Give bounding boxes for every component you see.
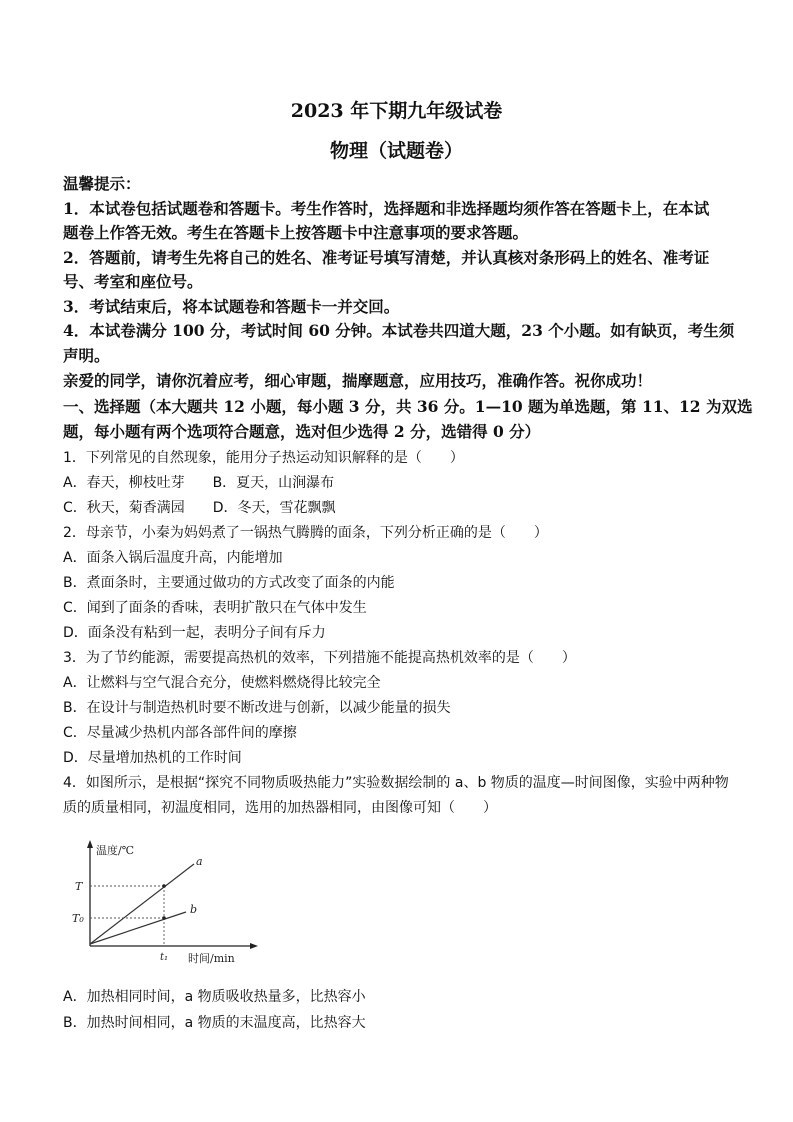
- notice-heading: 温馨提示：: [63, 174, 141, 193]
- question-line: D．面条没有粘到一起，表明分子间有斥力: [63, 625, 326, 641]
- question-line: 2．母亲节，小秦为妈妈煮了一锅热气腾腾的面条，下列分析正确的是（ ）: [63, 525, 548, 541]
- question-line: B．煮面条时，主要通过做功的方式改变了面条的内能: [63, 575, 395, 591]
- series-b-line: [90, 912, 186, 944]
- section-heading: 题，每小题有两个选项符合题意，选对但少选得 2 分，选错得 0 分）: [63, 422, 541, 441]
- notice-line: 3．考试结束后，将本试题卷和答题卡一并交回。: [63, 297, 400, 316]
- question-line: C．尽量减少热机内部各部件间的摩擦: [63, 725, 297, 741]
- point-a-t1: [162, 884, 166, 888]
- question-line: C．闻到了面条的香味，表明扩散只在气体中发生: [63, 600, 367, 616]
- y-axis-arrow: [87, 840, 93, 848]
- tick-t1: t₁: [160, 952, 169, 963]
- series-b-label: b: [190, 903, 198, 916]
- question-line: 质的质量相同，初温度相同，选用的加热器相同，由图像可知（ ）: [63, 800, 497, 816]
- x-axis-label: 时间/min: [188, 952, 235, 965]
- x-axis-arrow: [250, 943, 258, 949]
- question-line: 1．下列常见的自然现象，能用分子热运动知识解释的是（ ）: [63, 450, 464, 466]
- notice-line: 声明。: [63, 346, 110, 365]
- graph-svg: [66, 838, 276, 968]
- answer-option: B．加热时间相同，a 物质的末温度高，比热容大: [63, 1015, 366, 1031]
- answer-option: A．加热相同时间，a 物质吸收热量多，比热容小: [63, 989, 366, 1005]
- exam-subtitle: 物理（试题卷）: [329, 140, 463, 162]
- notice-line: 题卷上作答无效。考生在答题卡上按答题卡中注意事项的要求答题。: [63, 223, 529, 242]
- question-line: A．春天，柳枝吐芽 B．夏天，山涧瀑布: [63, 475, 335, 491]
- notice-line: 2．答题前，请考生先将自己的姓名、准考证号填写清楚，并认真核对条形码上的姓名、准考证: [63, 248, 710, 267]
- notice-line: 4．本试卷满分 100 分，考试时间 60 分钟。本试卷共四道大题，23 个小题。如有缺页，考生须: [63, 321, 735, 340]
- question-line: 4．如图所示，是根据“探究不同物质吸热能力”实验数据绘制的 a、b 物质的温度—时间图像，实验中两种物: [63, 775, 729, 791]
- point-b-t1: [162, 916, 166, 920]
- y-axis-label: 温度/℃: [96, 844, 135, 857]
- temperature-time-graph: [66, 838, 276, 968]
- question-line: D．尽量增加热机的工作时间: [63, 750, 242, 766]
- question-line: A．面条入锅后温度升高，内能增加: [63, 550, 283, 566]
- question-line: C．秋天，菊香满园 D．冬天，雪花飘飘: [63, 500, 336, 516]
- tick-T0: T₀: [72, 912, 84, 925]
- notice-line: 号、考室和座位号。: [63, 272, 203, 291]
- notice-line: 亲爱的同学，请你沉着应考，细心审题，揣摩题意，应用技巧，准确作答。祝你成功！: [63, 371, 653, 390]
- question-line: 3．为了节约能源，需要提高热机的效率，下列措施不能提高热机效率的是（ ）: [63, 650, 576, 666]
- tick-T: T: [75, 880, 83, 893]
- notice-line: 1．本试卷包括试题卷和答题卡。考生作答时，选择题和非选择题均须作答在答题卡上，在本试: [63, 199, 710, 218]
- series-a-label: a: [196, 855, 203, 868]
- question-line: B．在设计与制造热机时要不断改进与创新，以减少能量的损失: [63, 700, 451, 716]
- question-line: A．让燃料与空气混合充分，使燃料燃烧得比较完全: [63, 675, 381, 691]
- series-a-line: [90, 864, 194, 944]
- exam-title: 2023 年下期九年级试卷: [290, 100, 503, 122]
- section-heading: 一、选择题（本大题共 12 小题，每小题 3 分，共 36 分。1—10 题为单选题，第 11、12 为双选: [63, 397, 753, 416]
